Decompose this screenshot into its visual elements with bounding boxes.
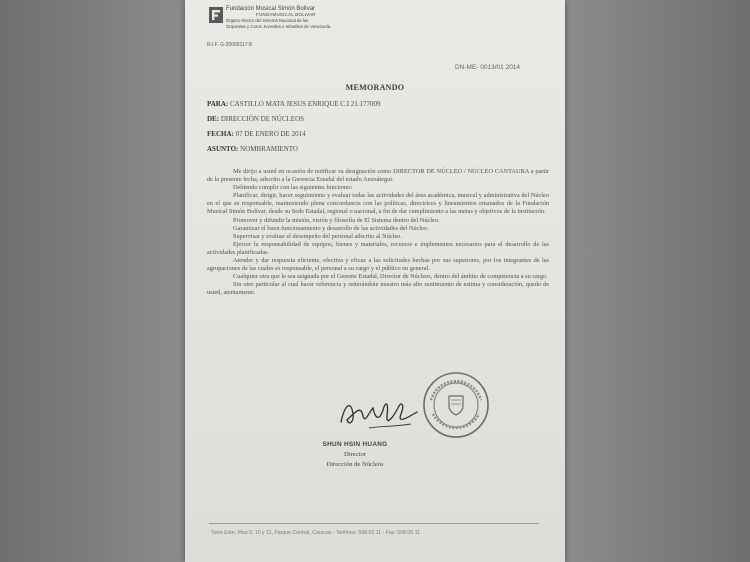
official-seal-icon (421, 370, 491, 440)
foundation-logo-icon (209, 7, 223, 23)
footer-divider (209, 523, 539, 524)
fecha-value: 07 DE ENERO DE 2014 (235, 130, 306, 138)
handwritten-signature (335, 392, 425, 434)
para-label: PARA: (207, 100, 229, 108)
asunto-label: ASUNTO: (207, 145, 239, 153)
field-de (207, 115, 304, 123)
para-value: CASTILLO MATA JESUS ENRIQUE C.I 21.177009 (230, 100, 381, 108)
body-paragraph: Cualquier otra que le sea asignada por el Gerente Estadal, Director de Núcleos, dentro del ámbito de competencia a su cargo. (233, 273, 548, 281)
org-name: Fundación Musical Simón Bolívar (226, 6, 316, 12)
signer-department: Dirección de Núcleos (326, 461, 384, 468)
org-description-1: Órgano Rector del Sistema Nacional de las (226, 18, 309, 23)
signer-role: Director (344, 451, 366, 458)
background-left (0, 0, 185, 562)
field-fecha (207, 130, 306, 138)
memo-page (185, 0, 565, 562)
org-description-2: Orquestas y Coros Juveniles e Infantiles de Venezuela (226, 24, 331, 29)
body-paragraph: Sin otro particular al cual hacer referencia y reiterándole nuestro más alto sentimiento de estima y consideración, quedo de usted, atentamente. (207, 281, 549, 297)
fecha-label: FECHA: (207, 130, 234, 138)
body-paragraph: Planificar, dirigir, hacer seguimiento y evaluar todas las actividades del área académica, musical y administrativa del Núcleo en el que es responsable, manteniendo plena concordancia con las políticas, directrices y lineamientos emanados de la Fundación Musical Simón Bolívar, desde su Sede Estadal, regional o nacional, a fin de dar cumplimiento a las metas y objetivos de la institución. (207, 192, 549, 216)
letterhead-text (226, 6, 330, 30)
memo-body (207, 168, 549, 298)
rif-number: R.I.F. G-20005117-8 (207, 42, 252, 48)
asunto-value: NOMBRAMIENTO (240, 145, 298, 153)
body-paragraph: Atender y dar respuesta eficiente, efectiva y eficaz a las solicitudes hechas por sus superiores, por los integrantes de las agrupaciones de las cuales es responsable, el personal a su cargo y el público en general. (207, 257, 549, 273)
body-paragraph: Garantizar el buen funcionamiento y desarrollo de las actividades del Núcleo. (233, 224, 429, 232)
body-paragraph: Ejercer la responsabilidad de equipos, bienes y materiales, recursos e implementos necesarios para el desarrollo de las actividades planificadas. (207, 240, 549, 256)
de-value: DIRECCIÓN DE NÚCLEOS (220, 115, 305, 123)
memo-reference: DN-ME- 0013/01 2014 (455, 64, 521, 71)
de-label: DE: (207, 115, 220, 123)
field-para (207, 100, 381, 108)
background-right (565, 0, 750, 562)
footer-address: Torre Este, Piso 9, 10 y 11, Parque Central, Caracas - Teléfono: 508.02.11 - Fax: 508.05.11 (211, 530, 420, 536)
body-paragraph: Supervisar y evaluar el desempeño del personal adscrito al Núcleo. (233, 232, 402, 240)
body-paragraph: Promover y difundir la misión, visión y filosofía de El Sistema dentro del Núcleo. (233, 216, 440, 224)
body-paragraph: Me dirijo a usted en ocasión de notificar su designación como DIRECTOR DE NÚCLEO / NÚCLEO CANTAURA a partir de la presente fecha, adscrito a la Gerencia Estadal del estado Anzoátegui. (207, 168, 549, 184)
signer-name: SHUN HSIN HUANG (322, 441, 388, 448)
field-asunto (207, 145, 298, 153)
body-paragraph: Debiendo cumplir con las siguientes funciones: (233, 184, 353, 192)
memo-title: MEMORANDO (345, 83, 405, 92)
org-short-name: FUNDAMUSICAL BOLIVAR (256, 12, 316, 17)
